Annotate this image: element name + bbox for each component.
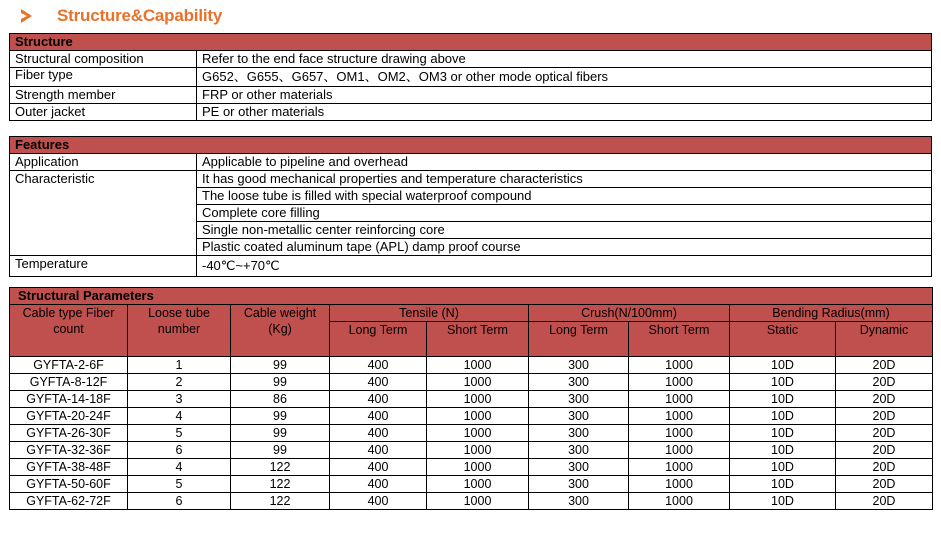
table-cell: GYFTA-50-60F — [10, 476, 128, 493]
table-cell: 400 — [330, 493, 427, 510]
table-cell: GYFTA-14-18F — [10, 391, 128, 408]
table-cell: 4 — [128, 459, 231, 476]
table-cell: 400 — [330, 357, 427, 374]
table-cell: 300 — [529, 391, 629, 408]
table-cell: 10D — [730, 408, 836, 425]
table-row — [10, 391, 933, 408]
col-crush: Crush(N/100mm) — [529, 305, 730, 322]
characteristic-item: The loose tube is filled with special waterproof compound — [197, 188, 932, 205]
table-cell: 1 — [128, 357, 231, 374]
table-cell: 6 — [128, 442, 231, 459]
table-cell: 1000 — [629, 493, 730, 510]
table-cell: 99 — [231, 408, 330, 425]
table-cell: 10D — [730, 493, 836, 510]
parameters-table — [9, 287, 933, 510]
parameter-rows — [10, 357, 933, 510]
table-cell: 10D — [730, 442, 836, 459]
table-cell: 1000 — [629, 459, 730, 476]
table-row — [10, 357, 933, 374]
col-loose-tube: Loose tube number — [128, 305, 231, 357]
table-cell: 1000 — [427, 493, 529, 510]
col-tensile: Tensile (N) — [330, 305, 529, 322]
row-label: Outer jacket — [10, 104, 197, 121]
sub-long-term: Long Term — [330, 322, 427, 357]
table-cell: 1000 — [427, 357, 529, 374]
table-cell: 300 — [529, 459, 629, 476]
col-cable-type: Cable type Fiber count — [10, 305, 128, 357]
row-label: Temperature — [10, 256, 197, 277]
row-label: Fiber type — [10, 68, 197, 87]
features-table — [9, 136, 932, 277]
row-label: Strength member — [10, 87, 197, 104]
table-row — [10, 104, 932, 121]
table-cell: 400 — [330, 391, 427, 408]
table-cell: GYFTA-2-6F — [10, 357, 128, 374]
row-value: PE or other materials — [197, 104, 932, 121]
table-cell: 4 — [128, 408, 231, 425]
table-row — [10, 374, 933, 391]
table-cell: 300 — [529, 374, 629, 391]
table-cell: 400 — [330, 476, 427, 493]
table-cell: 99 — [231, 425, 330, 442]
table-row — [10, 87, 932, 104]
parameters-heading: Structural Parameters — [10, 288, 933, 305]
table-cell: 1000 — [427, 391, 529, 408]
table-cell: 5 — [128, 425, 231, 442]
table-cell: 6 — [128, 493, 231, 510]
table-cell: 99 — [231, 374, 330, 391]
table-cell: 300 — [529, 408, 629, 425]
table-cell: 10D — [730, 357, 836, 374]
table-cell: 400 — [330, 459, 427, 476]
table-cell: 10D — [730, 374, 836, 391]
table-cell: 300 — [529, 357, 629, 374]
table-cell: 400 — [330, 374, 427, 391]
table-row — [10, 68, 932, 87]
table-cell: 20D — [836, 476, 933, 493]
table-cell: 20D — [836, 357, 933, 374]
col-bending: Bending Radius(mm) — [730, 305, 933, 322]
characteristic-item: Complete core filling — [197, 205, 932, 222]
structure-table — [9, 33, 932, 121]
table-cell: 1000 — [427, 476, 529, 493]
table-cell: GYFTA-8-12F — [10, 374, 128, 391]
table-cell: 300 — [529, 493, 629, 510]
row-value: Refer to the end face structure drawing above — [197, 51, 932, 68]
table-cell: GYFTA-26-30F — [10, 425, 128, 442]
table-cell: 1000 — [629, 391, 730, 408]
table-cell: GYFTA-38-48F — [10, 459, 128, 476]
table-cell: 20D — [836, 425, 933, 442]
table-cell: 122 — [231, 476, 330, 493]
table-cell: 300 — [529, 476, 629, 493]
table-row — [10, 442, 933, 459]
table-cell: 10D — [730, 459, 836, 476]
table-cell: 1000 — [629, 442, 730, 459]
table-row — [10, 256, 932, 277]
characteristic-item: Single non-metallic center reinforcing core — [197, 222, 932, 239]
table-cell: 3 — [128, 391, 231, 408]
table-row — [10, 51, 932, 68]
sub-dynamic: Dynamic — [836, 322, 933, 357]
table-cell: 2 — [128, 374, 231, 391]
table-cell: 99 — [231, 442, 330, 459]
table-cell: 99 — [231, 357, 330, 374]
table-cell: 1000 — [427, 459, 529, 476]
row-value: -40℃~+70℃ — [197, 256, 932, 277]
table-cell: 20D — [836, 374, 933, 391]
table-cell: GYFTA-20-24F — [10, 408, 128, 425]
table-cell: 1000 — [629, 357, 730, 374]
col-weight: Cable weight (Kg) — [231, 305, 330, 357]
structure-heading: Structure — [10, 34, 932, 51]
row-label: Application — [10, 154, 197, 171]
page-title: Structure&Capability — [57, 6, 223, 25]
table-row — [10, 493, 933, 510]
table-cell: 20D — [836, 459, 933, 476]
table-row — [10, 476, 933, 493]
sub-short-term: Short Term — [629, 322, 730, 357]
sub-short-term: Short Term — [427, 322, 529, 357]
row-value: G652、G655、G657、OM1、OM2、OM3 or other mode optical fibers — [197, 68, 932, 87]
table-cell: 10D — [730, 476, 836, 493]
table-cell: 20D — [836, 442, 933, 459]
row-value: Applicable to pipeline and overhead — [197, 154, 932, 171]
table-row — [10, 171, 932, 188]
table-cell: 20D — [836, 408, 933, 425]
table-cell: 10D — [730, 425, 836, 442]
table-cell: 300 — [529, 442, 629, 459]
sub-static: Static — [730, 322, 836, 357]
row-label: Characteristic — [10, 171, 197, 256]
sub-long-term: Long Term — [529, 322, 629, 357]
table-row — [10, 154, 932, 171]
table-cell: 1000 — [427, 425, 529, 442]
characteristic-item: It has good mechanical properties and temperature characteristics — [197, 171, 932, 188]
table-cell: 10D — [730, 391, 836, 408]
characteristic-item: Plastic coated aluminum tape (APL) damp proof course — [197, 239, 932, 256]
table-cell: 86 — [231, 391, 330, 408]
header-row — [10, 305, 933, 322]
table-cell: 1000 — [629, 374, 730, 391]
row-value: FRP or other materials — [197, 87, 932, 104]
table-cell: 20D — [836, 493, 933, 510]
table-cell: 1000 — [427, 408, 529, 425]
table-row — [10, 408, 933, 425]
table-cell: 1000 — [427, 442, 529, 459]
table-cell: 122 — [231, 459, 330, 476]
table-cell: GYFTA-32-36F — [10, 442, 128, 459]
table-cell: GYFTA-62-72F — [10, 493, 128, 510]
table-row — [10, 425, 933, 442]
table-cell: 20D — [836, 391, 933, 408]
table-cell: 400 — [330, 442, 427, 459]
table-cell: 122 — [231, 493, 330, 510]
table-cell: 1000 — [629, 408, 730, 425]
page-header — [0, 0, 941, 34]
row-label: Structural composition — [10, 51, 197, 68]
table-row — [10, 459, 933, 476]
table-cell: 1000 — [629, 425, 730, 442]
table-cell: 400 — [330, 408, 427, 425]
table-cell: 1000 — [427, 374, 529, 391]
table-cell: 300 — [529, 425, 629, 442]
table-cell: 1000 — [629, 476, 730, 493]
table-cell: 5 — [128, 476, 231, 493]
features-heading: Features — [10, 137, 932, 154]
arrow-bullet-icon — [21, 9, 32, 23]
table-cell: 400 — [330, 425, 427, 442]
